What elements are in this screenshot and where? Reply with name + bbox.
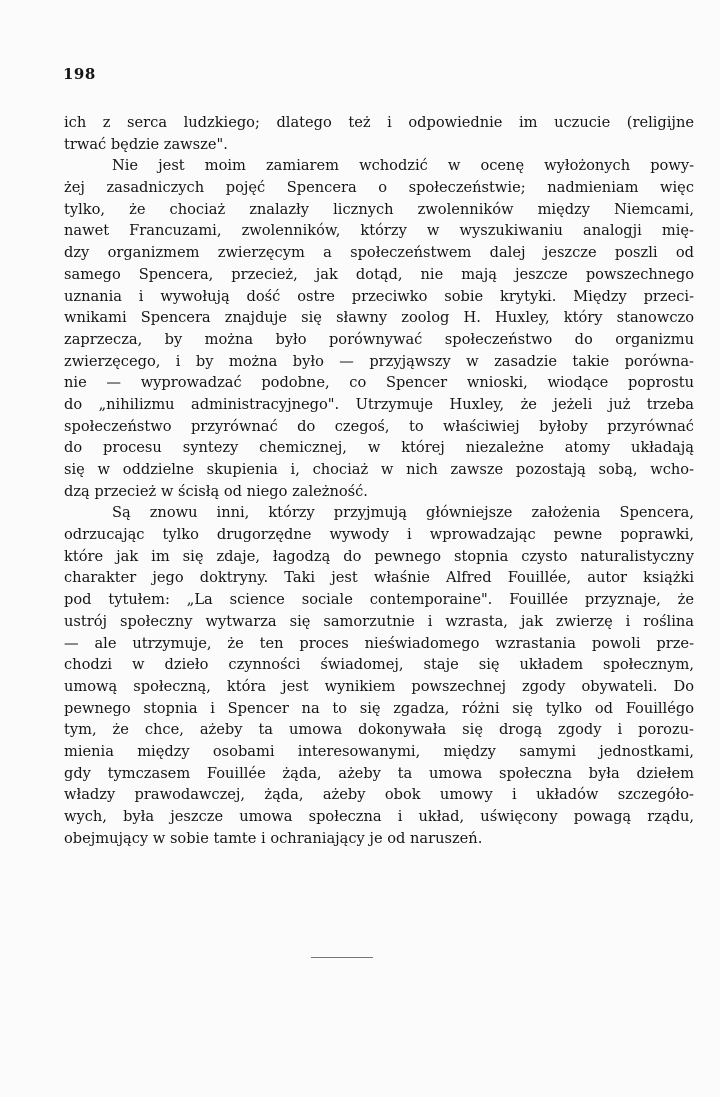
text-line: wych, była jeszcze umowa społeczna i układ, uświęcony powagą rządu, bbox=[64, 808, 694, 825]
text-line: nie — wyprowadzać podobne, co Spencer wnioski, wiodące poprostu bbox=[64, 374, 694, 392]
text-line: nawet Francuzami, zwolenników, którzy w wyszukiwaniu analogji mię- bbox=[64, 222, 694, 240]
text-line: uznania i wywołują dość ostre przeciwko sobie krytyki. Między przeci- bbox=[64, 287, 694, 305]
text-line: władzy prawodawczej, żąda, ażeby obok umowy i układów szczegóło- bbox=[64, 786, 694, 804]
text-line: umową społeczną, która jest wynikiem powszechnej zgody obywateli. Do bbox=[64, 677, 694, 695]
body-text bbox=[64, 112, 694, 849]
text-line: gdy tymczasem Fouillée żąda, ażeby ta umowa społeczna była dziełem bbox=[64, 764, 694, 782]
text-line: które jak im się zdaje, łagodzą do pewnego stopnia czysto naturalistyczny bbox=[64, 547, 694, 565]
text-line: samego Spencera, przecież, jak dotąd, nie mają jeszcze powszechnego bbox=[64, 265, 694, 283]
text-line: do „nihilizmu administracyjnego". Utrzymuje Huxley, że jeżeli już trzeba bbox=[64, 395, 694, 413]
text-line: dzy organizmem zwierzęcym a społeczeństwem dalej jeszcze poszli od bbox=[64, 244, 694, 262]
text-line: zwierzęcego, i by można było — przyjąwszy w zasadzie takie porówna- bbox=[64, 352, 694, 370]
text-line: pod tytułem: „La science sociale contemporaine". Fouillée przyznaje, że bbox=[64, 591, 694, 609]
text-line: chodzi w dzieło czynności świadomej, staje się układem społecznym, bbox=[64, 656, 694, 674]
text-line: wnikami Spencera znajduje się sławny zoolog H. Huxley, który stanowczo bbox=[64, 309, 694, 327]
text-line: mienia między osobami interesowanymi, między samymi jednostkami, bbox=[64, 742, 694, 760]
text-line: tylko, że chociaż znalazły licznych zwolenników między Niemcami, bbox=[64, 200, 694, 218]
text-line: zaprzecza, by można było porównywać społeczeństwo do organizmu bbox=[64, 330, 694, 348]
text-line: odrzucając tylko drugorzędne wywody i wprowadzając pewne poprawki, bbox=[64, 526, 694, 544]
text-line: dzą przecież w ścisłą od niego zależność. bbox=[64, 482, 368, 500]
text-line: ich z serca ludzkiego; dlatego też i odpowiednie im uczucie (religijne bbox=[64, 114, 694, 131]
text-line: charakter jego doktryny. Taki jest właśnie Alfred Fouillée, autor książki bbox=[64, 569, 694, 587]
text-line: — ale utrzymuje, że ten proces nieświadomego wzrastania powoli prze- bbox=[64, 634, 694, 652]
text-line: się w oddzielne skupienia i, chociaż w nich zawsze pozostają sobą, wcho- bbox=[64, 461, 694, 478]
text-line: obejmujący w sobie tamte i ochraniający je od naruszeń. bbox=[64, 829, 483, 847]
page-number: 198 bbox=[63, 65, 96, 83]
text-line: tym, że chce, ażeby ta umowa dokonywała się drogą zgody i porozu- bbox=[64, 721, 694, 739]
text-line: pewnego stopnia i Spencer na to się zgadza, różni się tylko od Fouillégo bbox=[64, 699, 694, 717]
text-line: Są znowu inni, którzy przyjmują główniejsze założenia Spencera, bbox=[112, 504, 694, 522]
text-line: trwać będzie zawsze". bbox=[64, 135, 228, 153]
text-line: społeczeństwo przyrównać do czegoś, to właściwiej byłoby przyrównać bbox=[64, 417, 694, 435]
text-line: Nie jest moim zamiarem wchodzić w ocenę wyłożonych powy- bbox=[112, 157, 694, 175]
section-divider bbox=[311, 957, 373, 958]
text-line: do procesu syntezy chemicznej, w której niezależne atomy układają bbox=[64, 439, 694, 457]
text-line: ustrój społeczny wytwarza się samorzutnie i wzrasta, jak zwierzę i roślina bbox=[64, 612, 694, 630]
text-line: żej zasadniczych pojęć Spencera o społeczeństwie; nadmieniam więc bbox=[64, 179, 694, 197]
